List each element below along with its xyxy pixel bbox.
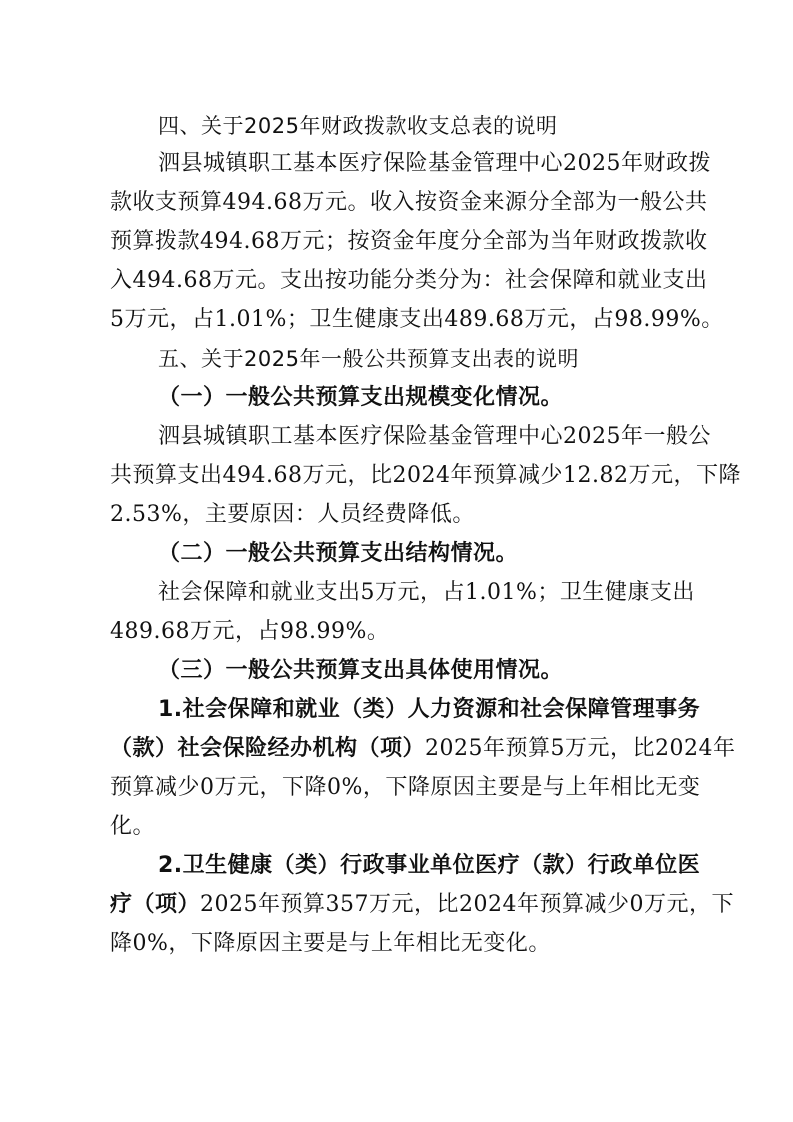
item-2-text: 2025年预算357万元，比2024年预算减少0万元，下 <box>200 892 734 917</box>
section-4-paragraph-line: 预算拨款494.68万元；按资金年度分全部为当年财政拨款收 <box>110 229 708 254</box>
subsection-1-heading: （一）一般公共预算支出规模变化情况。 <box>158 385 564 410</box>
item-2-line <box>110 891 734 919</box>
section-4-paragraph-line: 泗县城镇职工基本医疗保险基金管理中心2025年财政拨 <box>158 151 711 176</box>
item-1-text: 2025年预算5万元，比2024年 <box>425 736 736 761</box>
item-1-line: 1.社会保障和就业（类）人力资源和社会保障管理事务 <box>158 697 701 722</box>
item-2-bold-text: 疗（项） <box>110 892 201 917</box>
item-2-line: 2.卫生健康（类）行政事业单位医疗（款）行政单位医 <box>158 853 701 878</box>
subsection-2-paragraph-line: 489.68万元，占98.99%。 <box>110 619 390 644</box>
section-5-heading: 五、关于2025年一般公共预算支出表的说明 <box>158 347 579 371</box>
item-1-line: 化。 <box>110 814 156 839</box>
item-1-line <box>110 735 736 763</box>
subsection-1-paragraph-line: 2.53%，主要原因：人员经费降低。 <box>110 502 475 527</box>
section-4-paragraph-line: 款收支预算494.68万元。收入按资金来源分全部为一般公共 <box>110 190 708 215</box>
subsection-3-heading: （三）一般公共预算支出具体使用情况。 <box>158 658 564 683</box>
section-4-heading: 四、关于2025年财政拨款收支总表的说明 <box>158 114 558 138</box>
subsection-2-heading: （二）一般公共预算支出结构情况。 <box>158 541 519 566</box>
item-1-line: 预算减少0万元，下降0%，下降原因主要是与上年相比无变 <box>110 775 701 800</box>
subsection-2-paragraph-line: 社会保障和就业支出5万元，占1.01%；卫生健康支出 <box>158 580 695 605</box>
section-4-paragraph-line: 入494.68万元。支出按功能分类分为：社会保障和就业支出 <box>110 268 708 293</box>
subsection-1-paragraph-line: 泗县城镇职工基本医疗保险基金管理中心2025年一般公 <box>158 424 711 449</box>
subsection-1-paragraph-line: 共预算支出494.68万元，比2024年预算减少12.82万元，下降 <box>110 463 741 488</box>
item-1-bold-text: （款）社会保险经办机构（项） <box>110 736 426 761</box>
item-2-line: 降0%，下降原因主要是与上年相比无变化。 <box>110 931 551 956</box>
section-4-paragraph-line: 5万元，占1.01%；卫生健康支出489.68万元，占98.99%。 <box>110 307 724 332</box>
